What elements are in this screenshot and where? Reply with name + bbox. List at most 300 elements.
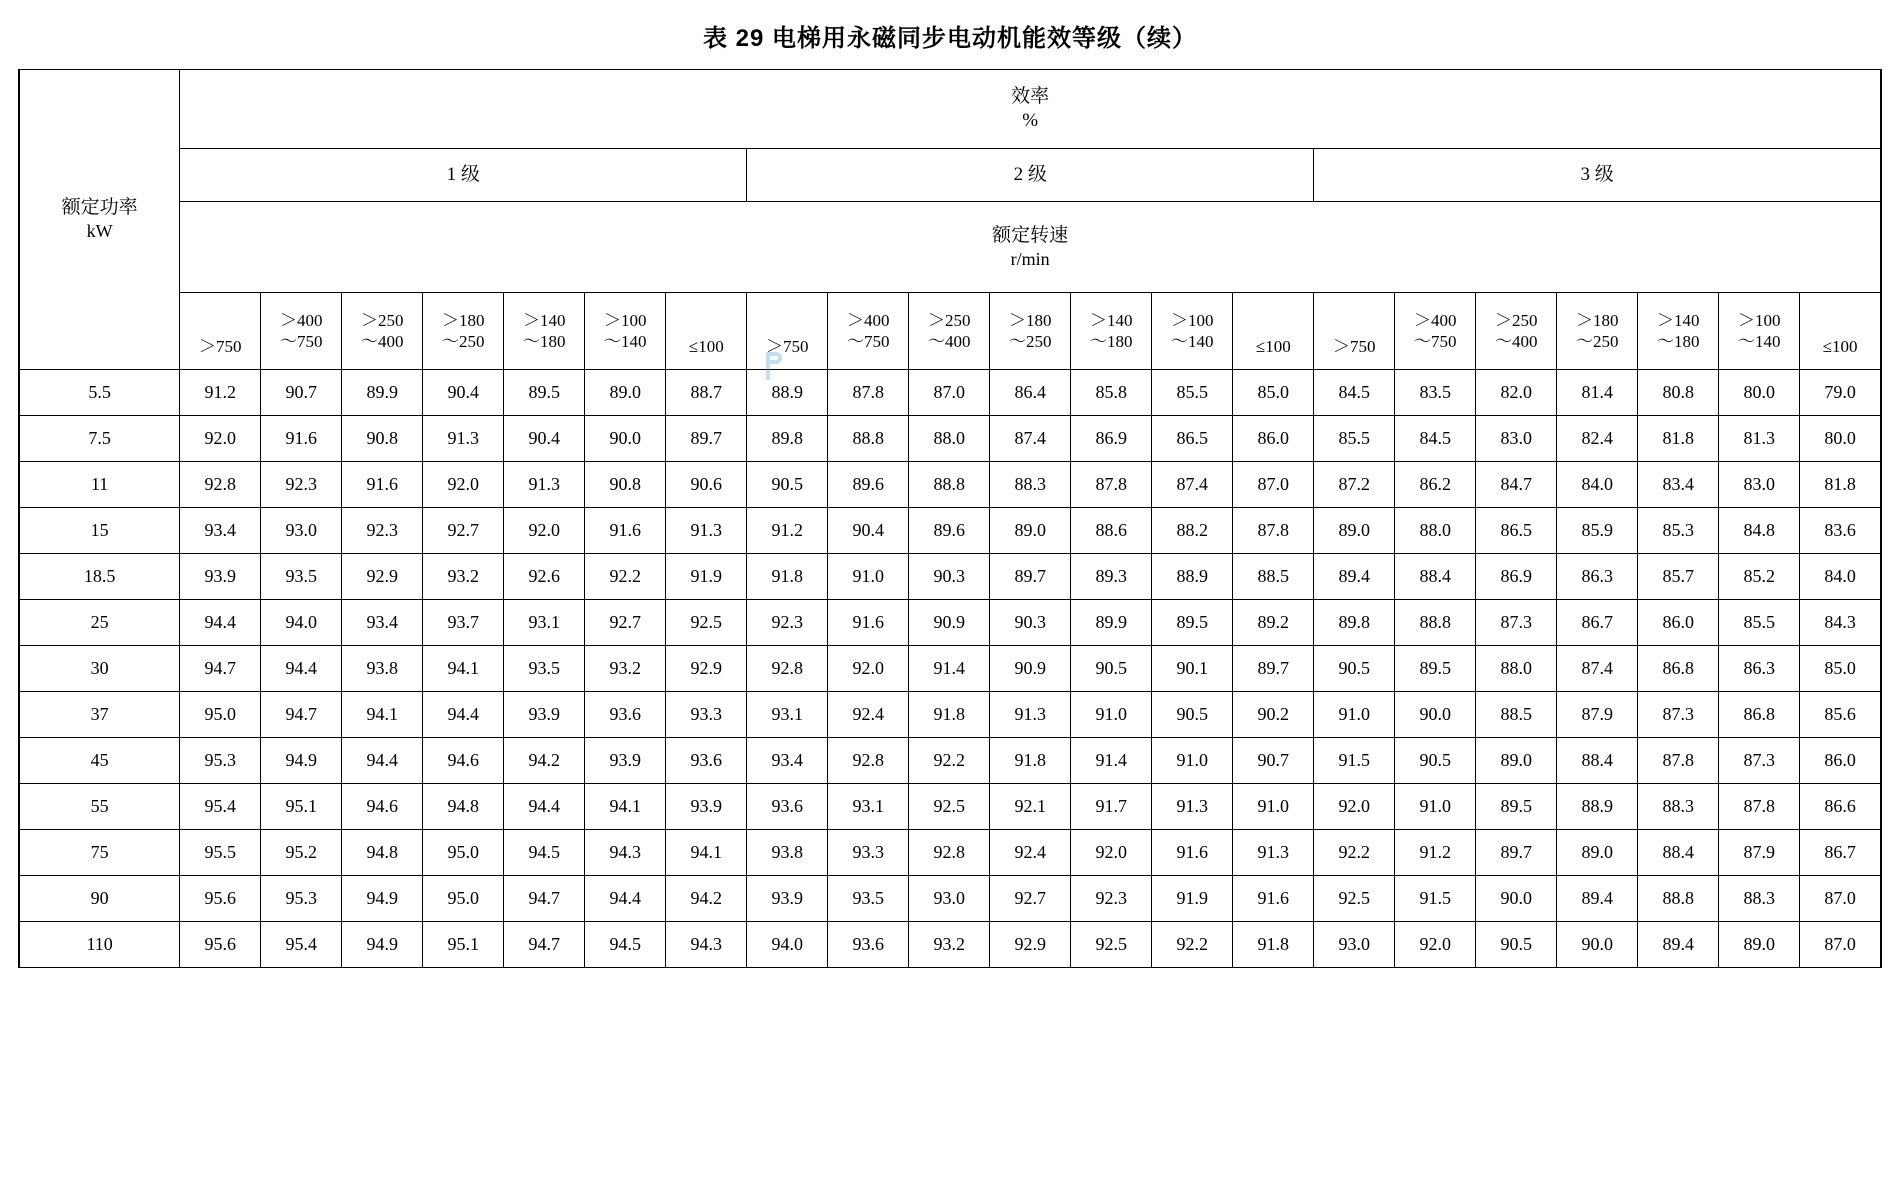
header-grade-3: 3 级 xyxy=(1314,149,1881,202)
header-efficiency-label: 效率 xyxy=(1011,86,1050,108)
cell-efficiency: 90.4 xyxy=(504,416,585,462)
range-line-1: ＞100 xyxy=(1738,310,1781,330)
cell-efficiency: 94.1 xyxy=(423,646,504,692)
cell-efficiency: 84.0 xyxy=(1800,554,1881,600)
cell-efficiency: 95.5 xyxy=(180,830,261,876)
cell-efficiency: 94.6 xyxy=(342,784,423,830)
cell-efficiency: 94.3 xyxy=(585,830,666,876)
range-line-2: ～180 xyxy=(1090,332,1133,351)
cell-efficiency: 90.0 xyxy=(1476,876,1557,922)
cell-efficiency: 92.7 xyxy=(990,876,1071,922)
cell-efficiency: 91.0 xyxy=(1233,784,1314,830)
cell-efficiency: 87.3 xyxy=(1638,692,1719,738)
efficiency-table xyxy=(18,69,1882,968)
cell-efficiency: 93.4 xyxy=(342,600,423,646)
cell-efficiency: 92.5 xyxy=(666,600,747,646)
cell-rated-power: 5.5 xyxy=(19,370,180,416)
cell-efficiency: 89.0 xyxy=(1314,508,1395,554)
cell-efficiency: 85.9 xyxy=(1557,508,1638,554)
cell-efficiency: 92.4 xyxy=(990,830,1071,876)
cell-efficiency: 90.3 xyxy=(909,554,990,600)
cell-efficiency: 93.9 xyxy=(666,784,747,830)
cell-efficiency: 92.9 xyxy=(666,646,747,692)
range-line-1: ＞250 xyxy=(1495,310,1538,330)
cell-efficiency: 94.5 xyxy=(504,830,585,876)
cell-efficiency: 86.4 xyxy=(990,370,1071,416)
cell-efficiency: 86.8 xyxy=(1638,646,1719,692)
cell-efficiency: 90.8 xyxy=(342,416,423,462)
header-speed-range-g3-7 xyxy=(1800,293,1881,370)
cell-efficiency: 92.3 xyxy=(1071,876,1152,922)
cell-efficiency: 94.7 xyxy=(180,646,261,692)
cell-efficiency: 91.0 xyxy=(828,554,909,600)
range-line-1: ＞100 xyxy=(604,310,647,330)
cell-efficiency: 92.0 xyxy=(504,508,585,554)
cell-efficiency: 80.8 xyxy=(1638,370,1719,416)
header-rated-speed-unit: r/min xyxy=(1010,248,1050,269)
cell-efficiency: 93.6 xyxy=(747,784,828,830)
cell-efficiency: 85.8 xyxy=(1071,370,1152,416)
range-line-1: ≤100 xyxy=(1822,337,1858,357)
header-speed-range-g1-4 xyxy=(423,293,504,370)
cell-efficiency: 89.5 xyxy=(504,370,585,416)
cell-efficiency: 88.9 xyxy=(1152,554,1233,600)
table-body xyxy=(19,370,1881,968)
header-speed-range-g2-7 xyxy=(1233,293,1314,370)
cell-efficiency: 91.6 xyxy=(261,416,342,462)
cell-efficiency: 89.3 xyxy=(1071,554,1152,600)
cell-efficiency: 94.9 xyxy=(342,876,423,922)
header-rated-power xyxy=(19,70,180,370)
header-speed-range-g2-5 xyxy=(1071,293,1152,370)
cell-efficiency: 84.0 xyxy=(1557,462,1638,508)
cell-rated-power: 11 xyxy=(19,462,180,508)
cell-efficiency: 86.6 xyxy=(1800,784,1881,830)
cell-efficiency: 93.7 xyxy=(423,600,504,646)
cell-efficiency: 88.2 xyxy=(1152,508,1233,554)
cell-rated-power: 7.5 xyxy=(19,416,180,462)
cell-efficiency: 94.0 xyxy=(261,600,342,646)
cell-efficiency: 86.0 xyxy=(1638,600,1719,646)
cell-efficiency: 93.5 xyxy=(828,876,909,922)
cell-efficiency: 90.6 xyxy=(666,462,747,508)
cell-efficiency: 93.2 xyxy=(585,646,666,692)
cell-efficiency: 94.7 xyxy=(504,922,585,968)
range-line-2: ～750 xyxy=(847,332,890,351)
header-speed-range-g1-1 xyxy=(180,293,261,370)
cell-efficiency: 89.0 xyxy=(585,370,666,416)
cell-efficiency: 94.4 xyxy=(342,738,423,784)
table-row xyxy=(19,876,1881,922)
cell-efficiency: 89.5 xyxy=(1476,784,1557,830)
cell-efficiency: 89.4 xyxy=(1557,876,1638,922)
cell-rated-power: 75 xyxy=(19,830,180,876)
cell-efficiency: 90.9 xyxy=(909,600,990,646)
cell-efficiency: 92.8 xyxy=(747,646,828,692)
cell-efficiency: 92.2 xyxy=(585,554,666,600)
cell-efficiency: 86.8 xyxy=(1719,692,1800,738)
cell-efficiency: 81.3 xyxy=(1719,416,1800,462)
cell-efficiency: 91.6 xyxy=(1152,830,1233,876)
cell-efficiency: 84.3 xyxy=(1800,600,1881,646)
cell-efficiency: 90.7 xyxy=(261,370,342,416)
header-grade-1: 1 级 xyxy=(180,149,747,202)
cell-efficiency: 92.0 xyxy=(1071,830,1152,876)
cell-efficiency: 87.3 xyxy=(1476,600,1557,646)
range-line-2: ～750 xyxy=(1414,332,1457,351)
cell-efficiency: 87.4 xyxy=(990,416,1071,462)
cell-efficiency: 94.7 xyxy=(261,692,342,738)
cell-efficiency: 91.8 xyxy=(909,692,990,738)
cell-efficiency: 87.9 xyxy=(1557,692,1638,738)
header-rated-speed-label: 额定转速 xyxy=(992,224,1069,246)
cell-efficiency: 81.8 xyxy=(1638,416,1719,462)
cell-efficiency: 89.8 xyxy=(1314,600,1395,646)
range-line-1: ＞140 xyxy=(1657,310,1700,330)
range-line-2: ～140 xyxy=(1171,332,1214,351)
cell-efficiency: 87.2 xyxy=(1314,462,1395,508)
cell-efficiency: 82.4 xyxy=(1557,416,1638,462)
cell-efficiency: 95.3 xyxy=(180,738,261,784)
cell-efficiency: 91.3 xyxy=(1152,784,1233,830)
range-line-2: ～400 xyxy=(1495,332,1538,351)
header-row-efficiency xyxy=(19,70,1881,149)
cell-efficiency: 87.8 xyxy=(1638,738,1719,784)
cell-efficiency: 92.2 xyxy=(1314,830,1395,876)
table-header xyxy=(19,70,1881,370)
cell-efficiency: 94.1 xyxy=(342,692,423,738)
cell-efficiency: 93.6 xyxy=(666,738,747,784)
cell-efficiency: 92.0 xyxy=(828,646,909,692)
cell-efficiency: 92.5 xyxy=(1071,922,1152,968)
header-speed-range-g3-2 xyxy=(1395,293,1476,370)
cell-efficiency: 90.5 xyxy=(1314,646,1395,692)
table-row xyxy=(19,508,1881,554)
cell-rated-power: 25 xyxy=(19,600,180,646)
cell-efficiency: 91.3 xyxy=(990,692,1071,738)
cell-efficiency: 93.1 xyxy=(747,692,828,738)
header-speed-range-g3-4 xyxy=(1557,293,1638,370)
cell-efficiency: 87.8 xyxy=(1071,462,1152,508)
cell-efficiency: 94.0 xyxy=(747,922,828,968)
header-rated-power-unit: kW xyxy=(86,221,113,242)
range-line-1: ＞180 xyxy=(1576,310,1619,330)
cell-efficiency: 87.0 xyxy=(1800,876,1881,922)
cell-efficiency: 86.0 xyxy=(1233,416,1314,462)
table-row xyxy=(19,554,1881,600)
cell-efficiency: 87.4 xyxy=(1152,462,1233,508)
cell-efficiency: 86.2 xyxy=(1395,462,1476,508)
cell-efficiency: 91.8 xyxy=(1233,922,1314,968)
header-rated-power-label: 额定功率 xyxy=(61,197,138,219)
cell-efficiency: 91.0 xyxy=(1395,784,1476,830)
cell-efficiency: 87.9 xyxy=(1719,830,1800,876)
cell-efficiency: 86.7 xyxy=(1557,600,1638,646)
cell-efficiency: 90.7 xyxy=(1233,738,1314,784)
cell-efficiency: 91.9 xyxy=(666,554,747,600)
cell-efficiency: 85.3 xyxy=(1638,508,1719,554)
range-line-1: ＞100 xyxy=(1171,310,1214,330)
cell-efficiency: 88.8 xyxy=(1395,600,1476,646)
cell-efficiency: 86.7 xyxy=(1800,830,1881,876)
cell-efficiency: 88.3 xyxy=(990,462,1071,508)
cell-efficiency: 88.4 xyxy=(1638,830,1719,876)
cell-efficiency: 92.9 xyxy=(990,922,1071,968)
range-line-2: ～140 xyxy=(1738,332,1781,351)
cell-efficiency: 84.5 xyxy=(1395,416,1476,462)
cell-efficiency: 93.0 xyxy=(261,508,342,554)
cell-efficiency: 93.3 xyxy=(666,692,747,738)
cell-efficiency: 88.8 xyxy=(1638,876,1719,922)
cell-efficiency: 84.5 xyxy=(1314,370,1395,416)
range-line-2: ～400 xyxy=(928,332,971,351)
cell-efficiency: 80.0 xyxy=(1719,370,1800,416)
cell-efficiency: 91.3 xyxy=(423,416,504,462)
cell-efficiency: 81.8 xyxy=(1800,462,1881,508)
cell-efficiency: 90.0 xyxy=(1557,922,1638,968)
cell-efficiency: 93.0 xyxy=(909,876,990,922)
table-row xyxy=(19,922,1881,968)
cell-efficiency: 88.0 xyxy=(909,416,990,462)
table-row xyxy=(19,462,1881,508)
cell-efficiency: 95.4 xyxy=(180,784,261,830)
cell-efficiency: 91.8 xyxy=(747,554,828,600)
cell-efficiency: 95.1 xyxy=(261,784,342,830)
cell-efficiency: 94.9 xyxy=(261,738,342,784)
cell-efficiency: 92.7 xyxy=(423,508,504,554)
table-row xyxy=(19,646,1881,692)
header-speed-range-g3-3 xyxy=(1476,293,1557,370)
cell-efficiency: 88.4 xyxy=(1395,554,1476,600)
cell-rated-power: 55 xyxy=(19,784,180,830)
cell-efficiency: 92.3 xyxy=(261,462,342,508)
cell-efficiency: 92.2 xyxy=(909,738,990,784)
range-line-1: ＞140 xyxy=(1090,310,1133,330)
range-line-1: ＞750 xyxy=(1333,337,1376,357)
cell-efficiency: 90.4 xyxy=(828,508,909,554)
cell-efficiency: 90.0 xyxy=(585,416,666,462)
cell-efficiency: 91.2 xyxy=(1395,830,1476,876)
cell-efficiency: 91.3 xyxy=(1233,830,1314,876)
cell-efficiency: 90.5 xyxy=(1395,738,1476,784)
cell-efficiency: 93.9 xyxy=(180,554,261,600)
cell-efficiency: 91.0 xyxy=(1152,738,1233,784)
cell-efficiency: 86.0 xyxy=(1800,738,1881,784)
cell-efficiency: 95.1 xyxy=(423,922,504,968)
cell-rated-power: 110 xyxy=(19,922,180,968)
cell-efficiency: 94.8 xyxy=(423,784,504,830)
header-grade-2: 2 级 xyxy=(747,149,1314,202)
cell-efficiency: 93.0 xyxy=(1314,922,1395,968)
cell-efficiency: 94.9 xyxy=(342,922,423,968)
header-speed-range-g1-2 xyxy=(261,293,342,370)
range-line-2: ～180 xyxy=(1657,332,1700,351)
cell-efficiency: 87.4 xyxy=(1557,646,1638,692)
header-row-speed xyxy=(19,202,1881,293)
cell-efficiency: 92.4 xyxy=(828,692,909,738)
header-row-grades xyxy=(19,149,1881,202)
cell-efficiency: 90.1 xyxy=(1152,646,1233,692)
cell-efficiency: 85.0 xyxy=(1233,370,1314,416)
cell-efficiency: 89.9 xyxy=(342,370,423,416)
cell-efficiency: 93.8 xyxy=(747,830,828,876)
cell-efficiency: 93.5 xyxy=(261,554,342,600)
cell-efficiency: 95.6 xyxy=(180,876,261,922)
cell-efficiency: 89.4 xyxy=(1314,554,1395,600)
table-container xyxy=(0,69,1900,968)
cell-efficiency: 92.7 xyxy=(585,600,666,646)
cell-efficiency: 91.3 xyxy=(666,508,747,554)
cell-efficiency: 84.8 xyxy=(1719,508,1800,554)
header-speed-range-g2-4 xyxy=(990,293,1071,370)
cell-efficiency: 93.2 xyxy=(909,922,990,968)
cell-efficiency: 94.1 xyxy=(585,784,666,830)
cell-efficiency: 88.9 xyxy=(747,370,828,416)
range-line-2: ～250 xyxy=(1576,332,1619,351)
range-line-1: ＞250 xyxy=(361,310,404,330)
cell-efficiency: 92.0 xyxy=(1314,784,1395,830)
range-line-1: ＞140 xyxy=(523,310,566,330)
cell-efficiency: 94.6 xyxy=(423,738,504,784)
cell-efficiency: 90.8 xyxy=(585,462,666,508)
cell-efficiency: 90.9 xyxy=(990,646,1071,692)
cell-efficiency: 95.0 xyxy=(423,830,504,876)
cell-efficiency: 91.6 xyxy=(828,600,909,646)
cell-efficiency: 94.3 xyxy=(666,922,747,968)
range-line-1: ＞750 xyxy=(199,337,242,357)
cell-efficiency: 94.2 xyxy=(504,738,585,784)
table-row xyxy=(19,370,1881,416)
header-speed-range-g1-5 xyxy=(504,293,585,370)
cell-efficiency: 92.9 xyxy=(342,554,423,600)
range-line-1: ≤100 xyxy=(688,337,724,357)
range-line-2: ～750 xyxy=(280,332,323,351)
cell-efficiency: 88.9 xyxy=(1557,784,1638,830)
range-line-1: ＞250 xyxy=(928,310,971,330)
cell-efficiency: 93.4 xyxy=(180,508,261,554)
cell-efficiency: 93.6 xyxy=(585,692,666,738)
cell-efficiency: 88.5 xyxy=(1233,554,1314,600)
cell-efficiency: 92.5 xyxy=(909,784,990,830)
cell-efficiency: 94.4 xyxy=(504,784,585,830)
cell-efficiency: 91.8 xyxy=(990,738,1071,784)
range-line-2: ～400 xyxy=(361,332,404,351)
cell-efficiency: 85.7 xyxy=(1638,554,1719,600)
header-rated-speed xyxy=(180,202,1881,293)
cell-efficiency: 94.8 xyxy=(342,830,423,876)
cell-efficiency: 91.7 xyxy=(1071,784,1152,830)
header-speed-range-g2-1 xyxy=(747,293,828,370)
cell-efficiency: 92.0 xyxy=(1395,922,1476,968)
cell-efficiency: 89.8 xyxy=(747,416,828,462)
cell-efficiency: 90.2 xyxy=(1233,692,1314,738)
cell-efficiency: 86.5 xyxy=(1152,416,1233,462)
cell-efficiency: 85.5 xyxy=(1152,370,1233,416)
cell-efficiency: 91.2 xyxy=(180,370,261,416)
header-speed-range-g1-3 xyxy=(342,293,423,370)
cell-efficiency: 88.4 xyxy=(1557,738,1638,784)
cell-efficiency: 92.0 xyxy=(180,416,261,462)
cell-rated-power: 90 xyxy=(19,876,180,922)
header-speed-range-g1-6 xyxy=(585,293,666,370)
cell-efficiency: 88.0 xyxy=(1476,646,1557,692)
range-line-2: ～250 xyxy=(442,332,485,351)
header-speed-range-g3-6 xyxy=(1719,293,1800,370)
cell-efficiency: 89.0 xyxy=(1476,738,1557,784)
header-row-speed-ranges xyxy=(19,293,1881,370)
cell-efficiency: 87.8 xyxy=(1719,784,1800,830)
cell-efficiency: 86.5 xyxy=(1476,508,1557,554)
range-line-2: ～250 xyxy=(1009,332,1052,351)
cell-efficiency: 86.3 xyxy=(1557,554,1638,600)
cell-efficiency: 91.0 xyxy=(1314,692,1395,738)
cell-efficiency: 90.5 xyxy=(747,462,828,508)
cell-rated-power: 37 xyxy=(19,692,180,738)
cell-efficiency: 95.0 xyxy=(423,876,504,922)
cell-efficiency: 94.1 xyxy=(666,830,747,876)
cell-efficiency: 93.1 xyxy=(828,784,909,830)
cell-efficiency: 85.5 xyxy=(1719,600,1800,646)
cell-efficiency: 93.9 xyxy=(504,692,585,738)
cell-efficiency: 91.6 xyxy=(342,462,423,508)
cell-efficiency: 91.6 xyxy=(1233,876,1314,922)
cell-efficiency: 93.3 xyxy=(828,830,909,876)
range-line-1: ＞180 xyxy=(442,310,485,330)
cell-efficiency: 94.4 xyxy=(180,600,261,646)
cell-efficiency: 92.5 xyxy=(1314,876,1395,922)
cell-efficiency: 92.8 xyxy=(828,738,909,784)
cell-efficiency: 89.7 xyxy=(1476,830,1557,876)
page-title: 表 29 电梯用永磁同步电动机能效等级（续） xyxy=(702,25,1198,52)
range-line-1: ＞180 xyxy=(1009,310,1052,330)
cell-efficiency: 87.0 xyxy=(909,370,990,416)
cell-efficiency: 89.4 xyxy=(1638,922,1719,968)
cell-efficiency: 93.4 xyxy=(747,738,828,784)
cell-efficiency: 92.2 xyxy=(1152,922,1233,968)
range-line-1: ＞400 xyxy=(847,310,890,330)
cell-efficiency: 91.6 xyxy=(585,508,666,554)
cell-efficiency: 87.8 xyxy=(1233,508,1314,554)
cell-efficiency: 89.6 xyxy=(828,462,909,508)
range-line-2: ～140 xyxy=(604,332,647,351)
table-row xyxy=(19,738,1881,784)
cell-efficiency: 94.5 xyxy=(585,922,666,968)
cell-efficiency: 88.7 xyxy=(666,370,747,416)
range-line-2: ～180 xyxy=(523,332,566,351)
cell-efficiency: 91.0 xyxy=(1071,692,1152,738)
cell-efficiency: 87.8 xyxy=(828,370,909,416)
cell-efficiency: 90.0 xyxy=(1395,692,1476,738)
cell-efficiency: 88.0 xyxy=(1395,508,1476,554)
cell-efficiency: 86.9 xyxy=(1476,554,1557,600)
cell-efficiency: 87.0 xyxy=(1233,462,1314,508)
cell-rated-power: 30 xyxy=(19,646,180,692)
header-efficiency xyxy=(180,70,1881,149)
cell-efficiency: 89.7 xyxy=(990,554,1071,600)
cell-efficiency: 85.0 xyxy=(1800,646,1881,692)
cell-efficiency: 88.3 xyxy=(1638,784,1719,830)
cell-efficiency: 90.4 xyxy=(423,370,504,416)
header-speed-range-g2-2 xyxy=(828,293,909,370)
cell-efficiency: 91.5 xyxy=(1314,738,1395,784)
cell-efficiency: 92.3 xyxy=(342,508,423,554)
cell-efficiency: 89.7 xyxy=(666,416,747,462)
cell-efficiency: 92.3 xyxy=(747,600,828,646)
table-row xyxy=(19,830,1881,876)
cell-efficiency: 89.5 xyxy=(1395,646,1476,692)
range-line-1: ≤100 xyxy=(1255,337,1291,357)
cell-rated-power: 15 xyxy=(19,508,180,554)
